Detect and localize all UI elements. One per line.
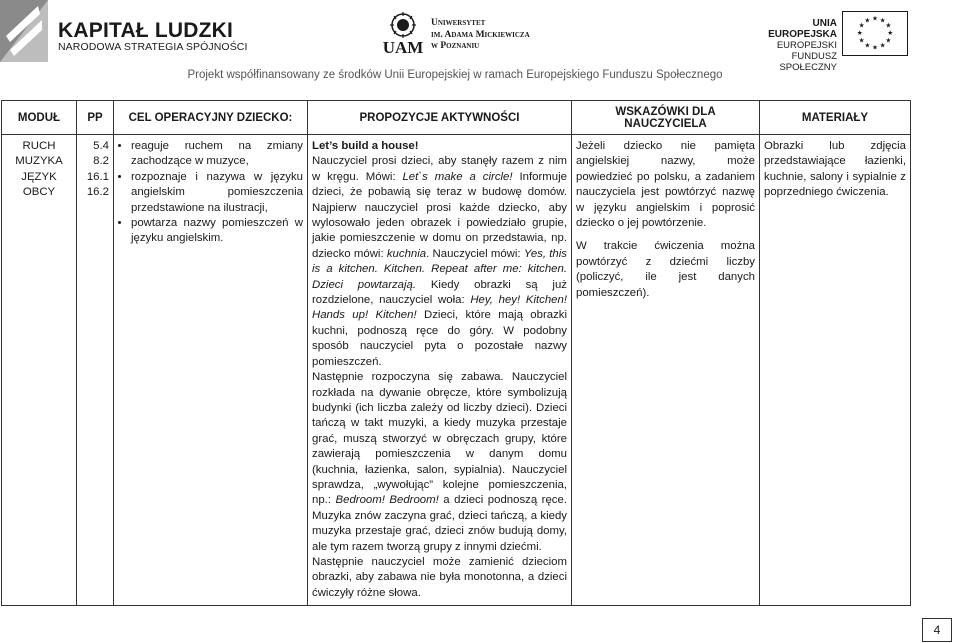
text-span: . Nauczyciel mówi: [426, 247, 524, 260]
svg-text:★: ★ [885, 36, 892, 45]
text-span: kuchnia [386, 247, 427, 260]
kapital-ludzki-title: KAPITAŁ LUDZKI [58, 19, 234, 42]
svg-text:★: ★ [864, 16, 871, 25]
uam-name [431, 18, 530, 53]
text-span: Informuje dzieci, że pobawią się teraz w budowę domów. Najpierw nauczyciel prosi każde dziecko, aby wylosowało jeden obrazek i powiedziało grupie, jakie pomieszczenie w domu on przedstawia, np. dziecko mówi: [312, 170, 567, 260]
text-span: Hey, hey! Kitchen! Hands up! Kitchen! [312, 294, 568, 322]
activity-paragraph-3: Następnie nauczyciel może zamienić dzieciom obrazki, aby zabawa nie była monotonna, a dzieci ćwiczyły różne słowa. [312, 555, 567, 599]
cell-pp [77, 135, 114, 606]
text-span: Yes, this is a kitchen. Kitchen. Repeat after me: kitchen. Dzieci powtarzają. [312, 247, 567, 291]
list-item: • powtarza nazwy pomieszczeń w języku angielskim. [131, 216, 303, 247]
pp-item: 8.2 [93, 155, 109, 168]
text-span: Bedroom! Bedroom! [335, 494, 439, 507]
header-wskazowki: WSKAZÓWKI DLA NAUCZYCIELA [572, 101, 760, 135]
eu-line-3: FUNDUSZ SPOŁECZNY [779, 51, 837, 73]
svg-text:★: ★ [872, 43, 878, 52]
activity-paragraph-1 [312, 154, 567, 370]
modul-item: MUZYKA [15, 155, 63, 168]
svg-text:★: ★ [872, 14, 878, 23]
eu-line-1: UNIA EUROPEJSKA [768, 18, 837, 40]
pp-item: 16.1 [86, 170, 109, 183]
lesson-table [1, 100, 911, 606]
header-modul: MODUŁ [2, 101, 77, 135]
table-header-row [2, 101, 911, 135]
list-item: • rozpoznaje i nazywa w języku angielskim pomieszczenia przedstawione na ilustracji, [131, 170, 303, 216]
svg-text:★: ★ [879, 41, 886, 50]
cell-wskazowki [572, 135, 760, 606]
svg-text:★: ★ [885, 21, 892, 30]
tip-paragraph-1: Jeżeli dziecko nie pamięta angielskiej nazwy, może powiedzieć po polsku, a zadaniem nauczyciela jest powtórzyć nazwę w języku angielskim i poprosić dziecko o jej powtórzenie. [576, 140, 755, 230]
svg-text:★: ★ [887, 28, 894, 37]
eu-flag-icon [842, 11, 908, 56]
svg-text:★: ★ [864, 41, 871, 50]
text-span: Następnie rozpoczyna się zabawa. Nauczyciel rozkłada na dywanie obręcze, które symbolizują budynki (ich liczba zależy od liczby dzieci). Dzieci tańczą w takt muzyki, a kiedy muzyka przestaje grać, muszą stworzyć w obręczach grupy, które zawierają pomieszczenia w danym domu (kuchnia, łazienka, salon, sypialnia). Nauczyciel sprawdza, „wywołując” kolejne pomieszczenia, np.: [312, 371, 567, 507]
svg-text:★: ★ [879, 16, 886, 25]
text-span: Kiedy obrazki są już rozdzielone, nauczyciel woła: [312, 278, 567, 307]
activity-title: Let’s build a house! [312, 140, 419, 152]
uam-line-2: im. Adama Mickiewicza [431, 29, 530, 40]
uam-line-1: Uniwersytet [431, 18, 486, 28]
uam-mark: UAM [382, 38, 424, 57]
svg-text:★: ★ [856, 28, 863, 37]
cell-materialy: Obrazki lub zdjęcia przedstawiające łazienki, kuchnie, salony i sypialnie z poprzedniego ćwiczenia. [760, 135, 911, 606]
uam-line-3: w Poznaniu [431, 41, 480, 51]
cell-modul [2, 135, 77, 606]
activity-paragraph-2 [312, 370, 567, 555]
kapital-ludzki-subtitle: NARODOWA STRATEGIA SPÓJNOŚCI [58, 41, 248, 53]
eu-text [757, 18, 837, 73]
page-number: 4 [922, 618, 952, 642]
text-span: a dzieci podnoszą ręce. Muzyka znów zaczyna grać, dzieci tańczą, a kiedy muzyka przestaje grać, dzieci znów budują domy, ale tym razem tworzą grupy z innymi dziećmi. [312, 494, 568, 553]
header-pp: PP [77, 101, 114, 135]
svg-text:★: ★ [858, 21, 865, 30]
text-span: Let`s make a circle! [402, 170, 513, 183]
table-row [2, 135, 911, 606]
cell-propozycje [308, 135, 572, 606]
svg-text:★: ★ [858, 36, 865, 45]
header-cel: CEL OPERACYJNY DZIECKO: [114, 101, 308, 135]
page-header [0, 0, 960, 100]
header-propozycje: PROPOZYCJE AKTYWNOŚCI [308, 101, 572, 135]
cell-cel [114, 135, 308, 606]
list-item: • reaguje ruchem na zmiany zachodzące w muzyce, [131, 139, 303, 170]
tip-paragraph-2: W trakcie ćwiczenia można powtórzyć z dziećmi liczby (policzyć, ile jest danych pomieszczeń). [576, 240, 755, 299]
modul-item: JĘZYK OBCY [21, 170, 57, 199]
cel-list [118, 139, 303, 247]
text-span: Nauczyciel prosi dzieci, aby stanęły razem z nim w kręgu. Mówi: [312, 155, 567, 183]
modul-item: RUCH [22, 140, 56, 152]
pp-item: 5.4 [93, 140, 109, 152]
kapital-ludzki-logo [0, 0, 48, 62]
project-cofinancing-line: Projekt współfinansowany ze środków Unii Europejskiej w ramach Europejskiego Funduszu Społecznego [187, 69, 723, 81]
pp-item: 16.2 [86, 186, 109, 199]
text-span: Dzieci, które mają obrazki kuchni, podnoszą ręce do góry. W podobny sposób nauczyciel pyta o pozostałe nazwy pomieszczeń. [312, 309, 567, 368]
eu-line-2: EUROPEJSKI [776, 40, 837, 51]
header-materialy: MATERIAŁY [760, 101, 911, 135]
